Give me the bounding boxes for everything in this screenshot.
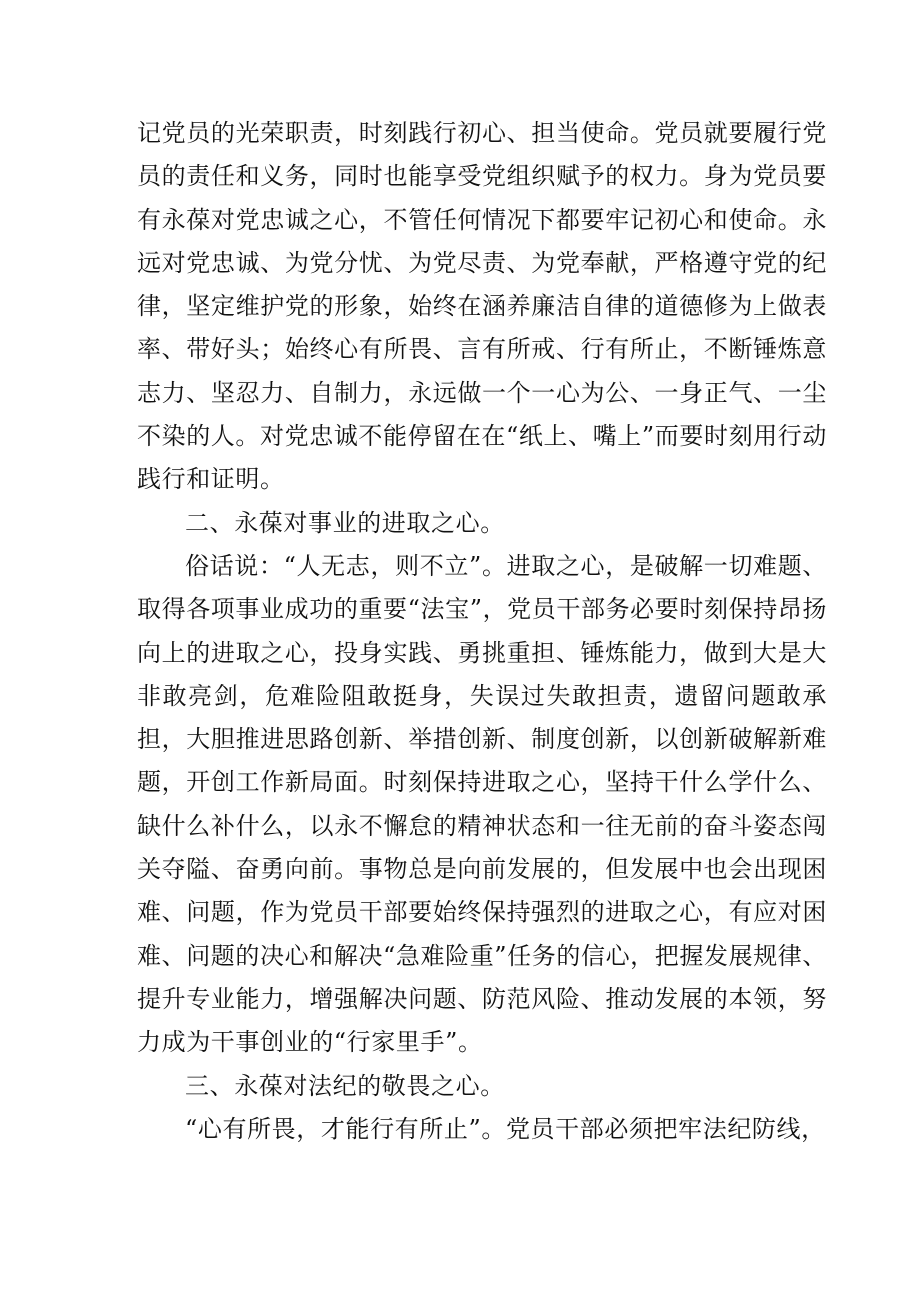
body-text — [137, 112, 827, 1151]
paragraph-enterprise: 俗话说：“人无志，则不立”。进取之心，是破解一切难题、取得各项事业成功的重要“法宝”，党员干部务必要时刻保持昂扬向上的进取之心，投身实践、勇挑重担、锤炼能力，做到大是大非敢亮剑，危难险阻敢挺身，失误过失敢担责，遗留问题敢承担，大胆推进思路创新、举措创新、制度创新，以创新破解新难题，开创工作新局面。时刻保持进取之心，坚持干什么学什么、缺什么补什么，以永不懈怠的精神状态和一往无前的奋斗姿态闯关夺隘、奋勇向前。事物总是向前发展的，但发展中也会出现困难、问题，作为党员干部要始终保持强烈的进取之心，有应对困难、问题的决心和解决“急难险重”任务的信心，把握发展规律、提升专业能力，增强解决问题、防范风险、推动发展的本领，努力成为干事创业的“行家里手”。 — [137, 551, 827, 1057]
section-heading-three: 三、永葆对法纪的敬畏之心。 — [185, 1071, 505, 1100]
section-heading-two: 二、永葆对事业的进取之心。 — [185, 508, 505, 537]
paragraph-continuation: 记党员的光荣职责，时刻践行初心、担当使命。党员就要履行党员的责任和义务，同时也能享受党组织赋予的权力。身为党员要有永葆对党忠诚之心，不管任何情况下都要牢记初心和使命。永远对党忠诚、为党分忧、为党尽责、为党奉献，严格遵守党的纪律，坚定维护党的形象，始终在涵养廉洁自律的道德修为上做表率、带好头；始终心有所畏、言有所戒、行有所止，不断锤炼意志力、坚忍力、自制力，永远做一个一心为公、一身正气、一尘不染的人。对党忠诚不能停留在在“纸上、嘴上”而要时刻用行动践行和证明。 — [137, 119, 827, 494]
paragraph-discipline: “心有所畏，才能行有所止”。党员干部必须把牢法纪防线， — [185, 1114, 826, 1143]
